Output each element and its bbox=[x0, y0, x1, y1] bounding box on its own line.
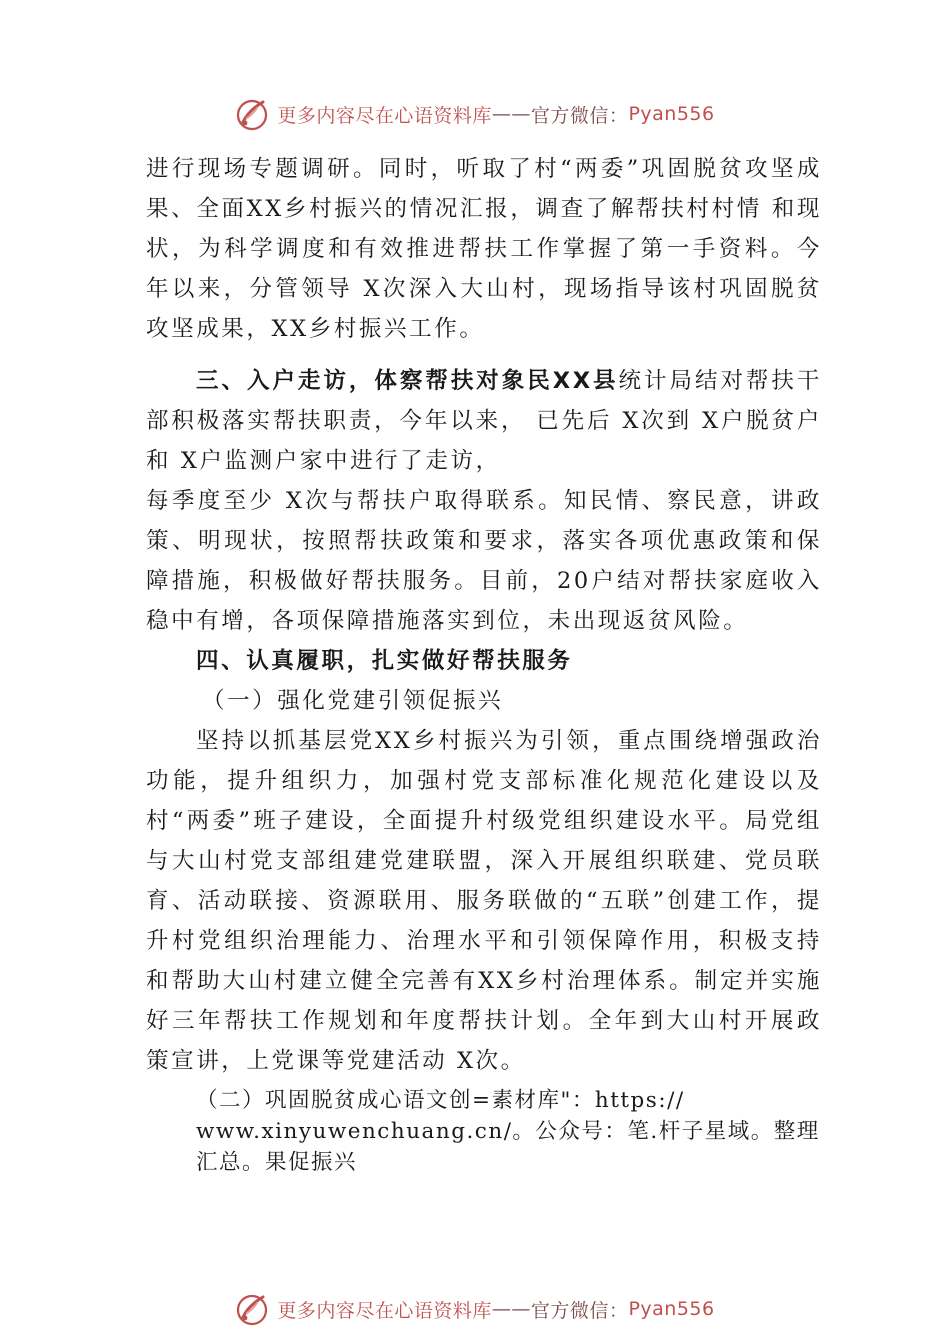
banner-wechat-label: 官方微信： bbox=[530, 104, 629, 127]
banner-main-text: 更多内容尽在心语资料库 bbox=[277, 104, 492, 127]
paragraph-6: （二）巩固脱贫成心语文创=素材库"：https:// www.xinyuwenchuang.cn/。公众号：笔.杆子星域。整理汇总。果促振兴 bbox=[196, 1088, 820, 1175]
footer-banner bbox=[0, 1289, 950, 1329]
section-4-heading: 四、认真履职，扎实做好帮扶服务 bbox=[196, 648, 573, 674]
subsection-1-heading: （一）强化党建引领促振兴 bbox=[202, 688, 504, 714]
brush-logo-icon bbox=[235, 96, 271, 132]
banner-main-text: 更多内容尽在心语资料库 bbox=[277, 1299, 492, 1322]
banner-wechat-id: Pyan556 bbox=[628, 103, 715, 125]
paragraph-1: 进行现场专题调研。同时，听取了村“两委”巩固脱贫攻坚成果、全面XX乡村振兴的情况汇报，调查了解帮扶村村情 和现状，为科学调度和有效推进帮扶工作掌握了第一手资料。今年以来，分管领导 X次深入大山村，现场指导该村巩固脱贫攻坚成果，XX乡村振兴工作。 bbox=[146, 156, 822, 342]
banner-dash: —— bbox=[491, 103, 531, 125]
banner-wechat-label: 官方微信： bbox=[530, 1299, 629, 1322]
paragraph-2-body: 统计局结对帮扶干部积极落实帮扶职责，今年以来， 已先后 X次到 X户脱贫户和 X户监测户家中进行了走访， bbox=[146, 368, 822, 474]
banner-wechat-id: Pyan556 bbox=[628, 1298, 715, 1320]
header-banner bbox=[0, 94, 950, 134]
document-body bbox=[146, 149, 822, 1178]
paragraph-5: 坚持以抓基层党XX乡村振兴为引领，重点围绕增强政治功能，提升组织力，加强村党支部标准化规范化建设以及村“两委”班子建设，全面提升村级党组织建设水平。局党组与大山村党支部组建党建联盟，深入开展组织联建、党员联育、活动联接、资源联用、服务联做的“五联”创建工作，提升村党组织治理能力、治理水平和引领保障作用，积极支持和帮助大山村建立健全完善有XX乡村治理体系。制定并实施好三年帮扶工作规划和年度帮扶计划。全年到大山村开展政策宣讲，上党课等党建活动 X次。 bbox=[146, 728, 822, 1074]
section-3-heading: 三、入户走访，体察帮扶对象民XX县 bbox=[196, 368, 619, 394]
paragraph-2 bbox=[146, 361, 822, 481]
banner-dash: —— bbox=[491, 1298, 531, 1320]
paragraph-3: 每季度至少 X次与帮扶户取得联系。知民情、察民意，讲政策、明现状，按照帮扶政策和要求，落实各项优惠政策和保障措施，积极做好帮扶服务。目前，20户结对帮扶家庭收入稳中有增，各项保障措施落实到位，未出现返贫风险。 bbox=[146, 488, 822, 634]
brush-logo-icon bbox=[235, 1291, 271, 1327]
